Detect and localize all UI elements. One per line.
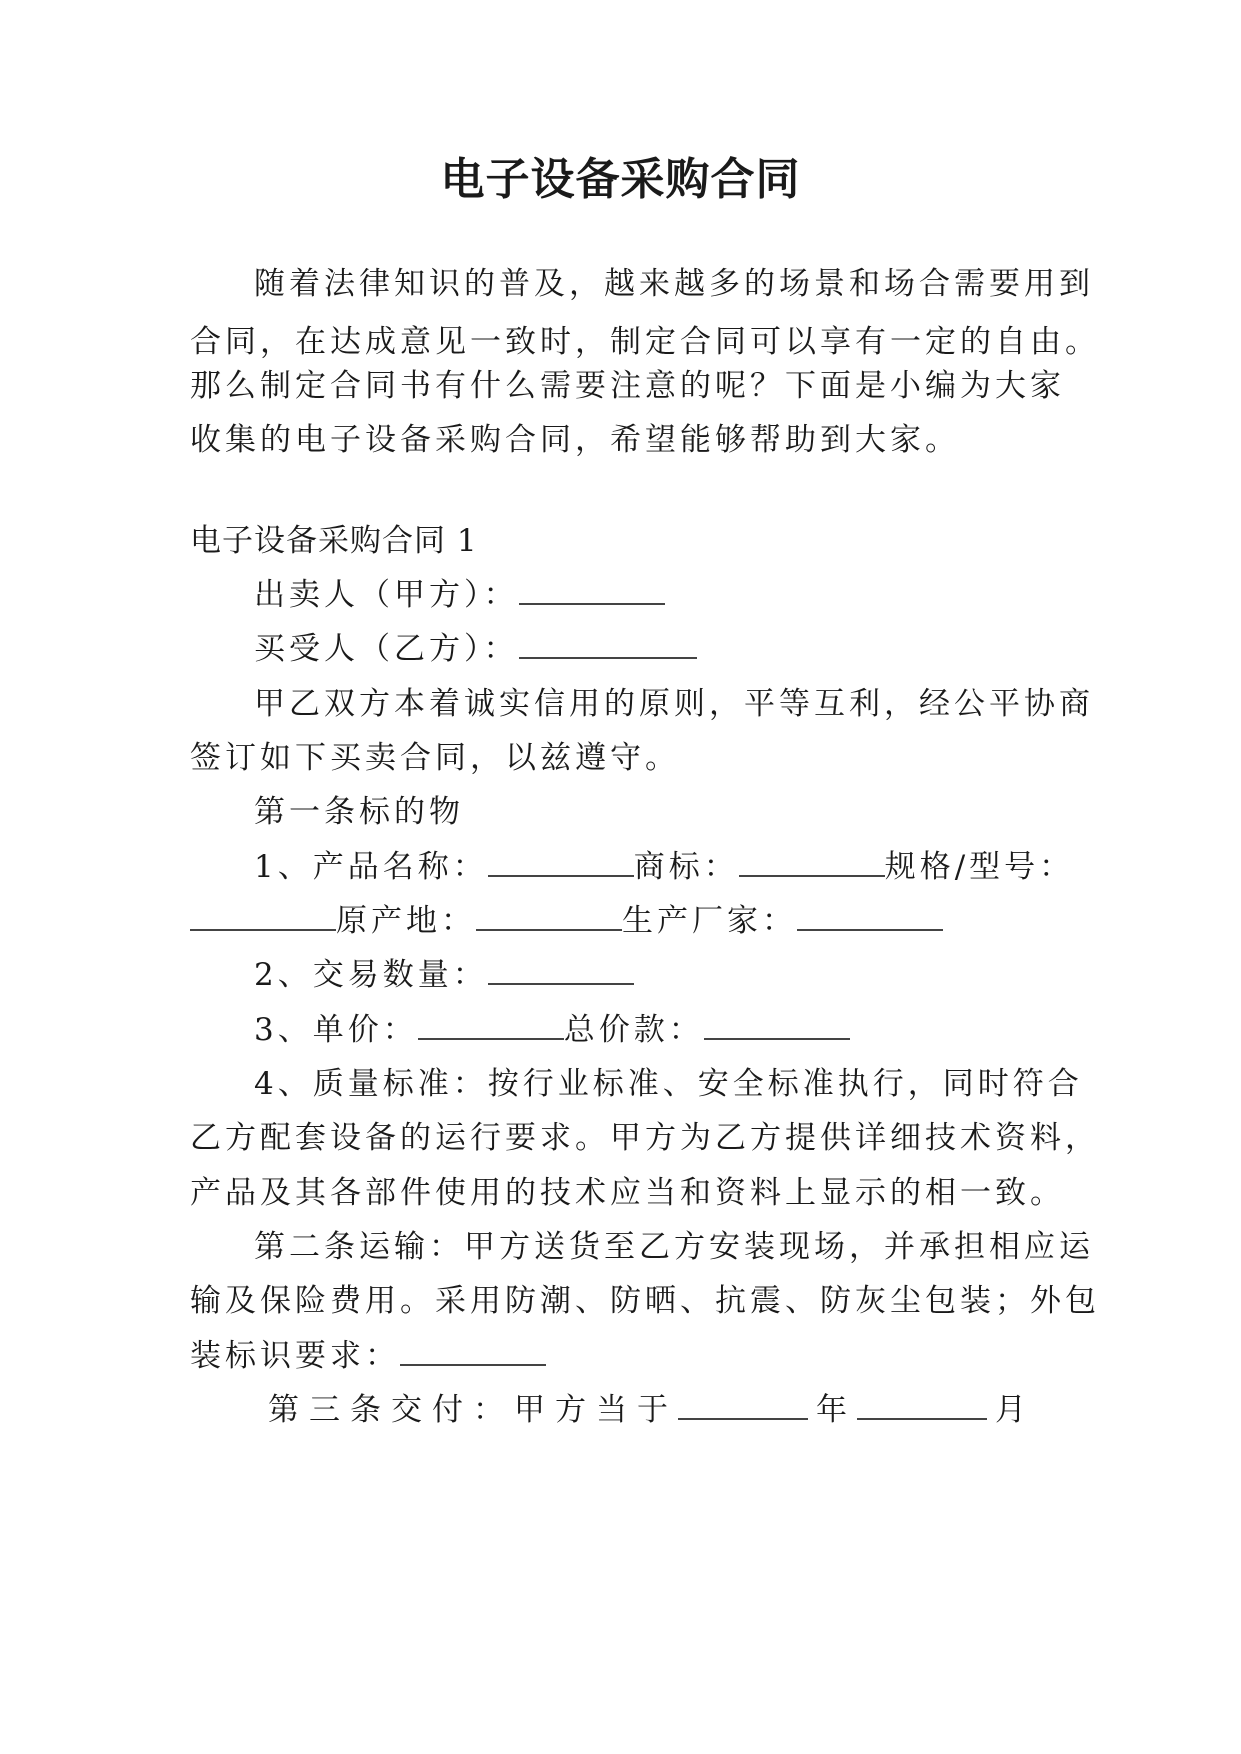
article2-line-1: 第二条运输：甲方送货至乙方安装现场，并承担相应运 xyxy=(254,1229,1094,1265)
product-name-blank[interactable] xyxy=(488,849,634,877)
preamble-line-1: 甲乙双方本着诚实信用的原则，平等互利，经公平协商 xyxy=(254,686,1094,722)
origin-label: 原产地： xyxy=(336,903,476,939)
intro-line-3: 那么制定合同书有什么需要注意的呢？下面是小编为大家 xyxy=(190,368,1065,404)
month-label: 月 xyxy=(995,1392,1036,1428)
packaging-label: 装标识要求： xyxy=(190,1338,400,1374)
product-name-label: 1、产品名称： xyxy=(254,849,488,885)
item4-line-2: 乙方配套设备的运行要求。甲方为乙方提供详细技术资料， xyxy=(190,1120,1100,1156)
item3-line xyxy=(254,1001,1134,1059)
quantity-blank[interactable] xyxy=(488,957,634,985)
packaging-blank[interactable] xyxy=(400,1338,546,1366)
article2-line-3 xyxy=(190,1327,1070,1385)
unit-price-label: 3、单价： xyxy=(254,1012,418,1048)
spec-label: 规格/型号： xyxy=(884,849,1075,885)
section-heading: 电子设备采购合同 1 xyxy=(190,523,478,559)
total-price-label: 总价款： xyxy=(563,1012,704,1048)
item4-line-3: 产品及其各部件使用的技术应当和资料上显示的相一致。 xyxy=(190,1175,1065,1211)
maker-label: 生产厂家： xyxy=(622,903,797,939)
delivery-year-blank[interactable] xyxy=(678,1392,808,1420)
item2-line xyxy=(254,946,1134,1004)
seller-label: 出卖人（甲方）： xyxy=(254,577,519,613)
intro-line-2: 合同，在达成意见一致时，制定合同可以享有一定的自由。 xyxy=(190,324,1100,360)
unit-price-blank[interactable] xyxy=(418,1012,564,1040)
article1-heading: 第一条标的物 xyxy=(254,794,464,830)
spec-blank[interactable] xyxy=(190,903,336,931)
quantity-label: 2、交易数量： xyxy=(254,957,488,993)
buyer-blank[interactable] xyxy=(519,631,697,659)
delivery-label: 第三条交付：甲方当于 xyxy=(268,1392,678,1428)
buyer-line xyxy=(254,620,1134,678)
delivery-month-blank[interactable] xyxy=(857,1392,987,1420)
year-label: 年 xyxy=(816,1392,857,1428)
trademark-label: 商标： xyxy=(633,849,739,885)
item4-line-1: 4、质量标准：按行业标准、安全标准执行，同时符合 xyxy=(254,1066,1083,1102)
buyer-label: 买受人（乙方）： xyxy=(254,631,519,667)
origin-blank[interactable] xyxy=(476,903,622,931)
total-price-blank[interactable] xyxy=(704,1012,850,1040)
trademark-blank[interactable] xyxy=(739,849,885,877)
seller-line xyxy=(254,566,1134,624)
item1-line-1 xyxy=(254,838,1075,896)
article2-line-2: 输及保险费用。采用防潮、防晒、抗震、防灰尘包装；外包 xyxy=(190,1283,1100,1319)
intro-line-4: 收集的电子设备采购合同，希望能够帮助到大家。 xyxy=(190,422,960,458)
maker-blank[interactable] xyxy=(797,903,943,931)
document-title: 电子设备采购合同 xyxy=(440,154,801,205)
article3-line-1 xyxy=(268,1381,1148,1439)
intro-line-1: 随着法律知识的普及，越来越多的场景和场合需要用到 xyxy=(254,266,1094,302)
item1-line-2 xyxy=(190,892,1070,950)
preamble-line-2: 签订如下买卖合同，以兹遵守。 xyxy=(190,740,680,776)
seller-blank[interactable] xyxy=(519,577,665,605)
